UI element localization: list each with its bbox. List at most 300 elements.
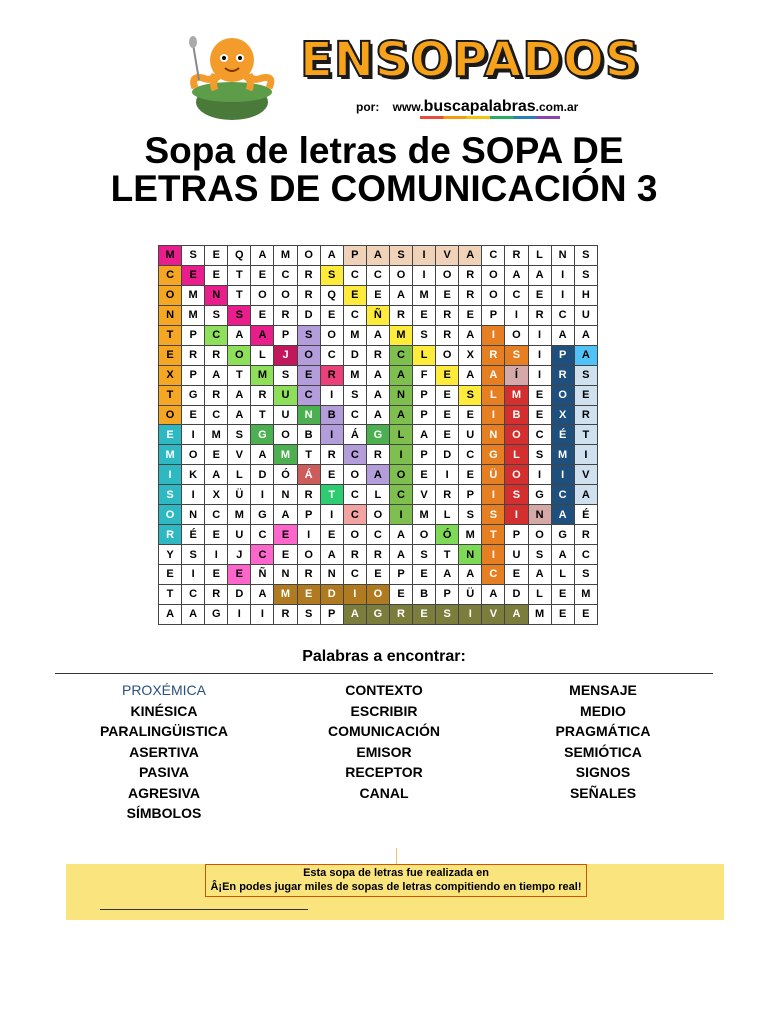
grid-cell: Q [320,285,343,305]
grid-cell: A [551,545,574,565]
grid-cell: I [251,604,274,624]
grid-cell: A [551,325,574,345]
signature-line [100,909,308,910]
grid-cell: P [274,325,297,345]
grid-cell: I [182,565,205,585]
grid-cell: R [297,285,320,305]
grid-cell: G [182,385,205,405]
grid-cell: I [389,505,412,525]
grid-cell: E [574,604,597,624]
grid-cell: N [459,545,482,565]
word-item: SEMIÓTICA [564,743,642,760]
grid-cell: O [366,584,389,604]
grid-cell: T [228,285,251,305]
grid-cell: I [482,325,505,345]
grid-cell: M [228,505,251,525]
grid-cell: R [574,405,597,425]
grid-cell: O [274,285,297,305]
grid-cell: A [389,405,412,425]
grid-cell: A [182,604,205,624]
grid-cell: P [413,385,436,405]
grid-cell: O [228,345,251,365]
grid-cell: R [528,305,551,325]
grid-cell: O [182,445,205,465]
grid-cell: A [389,545,412,565]
grid-cell: I [528,345,551,365]
grid-cell: E [505,565,528,585]
word-list-column-2 [284,680,484,803]
title-line-1: Sopa de letras de SOPA DE [144,130,624,171]
grid-cell: I [413,246,436,266]
grid-cell: R [251,385,274,405]
words-heading: Palabras a encontrar: [302,648,466,665]
grid-cell: S [297,325,320,345]
grid-cell: K [182,465,205,485]
grid-cell: C [343,265,366,285]
grid-cell: E [413,565,436,585]
grid-row [159,405,598,425]
word-item: ASERTIVA [129,743,199,760]
grid-cell: Ó [436,525,459,545]
grid-cell: Á [343,425,366,445]
grid-cell: U [274,405,297,425]
grid-cell: U [274,385,297,405]
grid-cell: N [482,425,505,445]
grid-cell: M [274,584,297,604]
grid-cell: S [528,545,551,565]
grid-cell: X [205,485,228,505]
grid-cell: P [182,325,205,345]
grid-cell: L [528,584,551,604]
grid-cell: A [274,505,297,525]
grid-cell: P [413,405,436,425]
grid-cell: S [228,425,251,445]
grid-row [159,465,598,485]
grid-cell: E [297,365,320,385]
grid-cell: R [505,246,528,266]
grid-cell: E [182,405,205,425]
grid-cell: U [574,305,597,325]
grid-cell: S [505,485,528,505]
grid-cell: S [274,365,297,385]
grid-cell: Ü [228,485,251,505]
grid-cell: A [551,505,574,525]
url-suffix: .com.ar [535,100,579,114]
grid-cell: N [274,485,297,505]
grid-cell: U [228,525,251,545]
grid-cell: E [389,584,412,604]
grid-cell: N [297,405,320,425]
octopus-mascot-icon [185,30,280,122]
grid-cell: D [505,584,528,604]
grid-cell: A [366,385,389,405]
word-list-column-3 [503,680,703,803]
grid-cell: I [320,425,343,445]
grid-cell: E [528,405,551,425]
grid-cell: I [228,604,251,624]
grid-cell: U [459,425,482,445]
grid-cell: S [505,345,528,365]
grid-cell: O [159,405,182,425]
word-item: RECEPTOR [345,764,423,780]
grid-row [159,385,598,405]
grid-cell: N [159,305,182,325]
grid-cell: I [251,485,274,505]
grid-cell: S [459,505,482,525]
grid-cell: C [574,545,597,565]
grid-cell: P [343,246,366,266]
grid-cell: E [528,285,551,305]
grid-cell: E [528,385,551,405]
grid-cell: A [528,265,551,285]
grid-cell: E [436,405,459,425]
grid-cell: C [389,345,412,365]
grid-cell: E [182,265,205,285]
grid-cell: E [320,305,343,325]
grid-cell: A [366,325,389,345]
grid-cell: O [274,425,297,445]
grid-cell: C [389,485,412,505]
url-prefix: www. [392,100,424,114]
grid-cell: P [482,305,505,325]
grid-cell: I [159,465,182,485]
grid-cell: C [274,265,297,285]
grid-cell: X [459,345,482,365]
grid-cell: I [297,525,320,545]
grid-cell: C [297,385,320,405]
grid-cell: X [551,405,574,425]
grid-cell: R [389,305,412,325]
grid-cell: P [505,525,528,545]
grid-row [159,305,598,325]
grid-cell: M [574,584,597,604]
grid-cell: S [228,305,251,325]
grid-cell: C [482,246,505,266]
grid-cell: E [436,425,459,445]
grid-cell: Ü [459,584,482,604]
grid-cell: S [413,545,436,565]
grid-cell: A [343,604,366,624]
grid-cell: L [366,485,389,505]
grid-cell: O [482,285,505,305]
grid-cell: V [228,445,251,465]
grid-cell: E [251,265,274,285]
grid-cell: I [528,465,551,485]
grid-cell: I [459,604,482,624]
grid-cell: O [320,325,343,345]
divider [55,673,713,674]
grid-row [159,365,598,385]
grid-cell: A [228,385,251,405]
grid-cell: N [182,505,205,525]
grid-cell: A [205,365,228,385]
word-item: CONTEXTO [345,682,423,698]
word-item: PRAGMÁTICA [555,723,651,739]
grid-cell: Ó [274,465,297,485]
grid-cell: I [505,305,528,325]
grid-cell: G [205,604,228,624]
grid-cell: J [228,545,251,565]
word-item: EMISOR [356,743,412,760]
word-item: SÍMBOLOS [126,805,202,821]
grid-cell: A [366,405,389,425]
grid-cell: E [159,425,182,445]
grid-cell: M [459,525,482,545]
grid-cell: S [574,565,597,585]
grid-cell: M [343,365,366,385]
grid-cell: C [343,445,366,465]
grid-cell: A [482,365,505,385]
grid-cell: R [436,305,459,325]
grid-cell: A [320,246,343,266]
word-item: SIGNOS [575,764,631,780]
word-list-column-1 [64,680,264,824]
grid-cell: C [366,525,389,545]
grid-cell: M [551,445,574,465]
footer-line-1: Esta sopa de letras fue realizada en [303,867,489,879]
grid-cell: T [228,365,251,385]
grid-cell: O [251,285,274,305]
grid-cell: E [436,285,459,305]
grid-cell: R [366,545,389,565]
grid-cell: T [159,385,182,405]
page-title [0,132,768,208]
grid-cell: A [251,584,274,604]
grid-cell: R [274,305,297,325]
grid-cell: M [528,604,551,624]
grid-cell: C [551,305,574,325]
grid-cell: O [297,545,320,565]
grid-cell: B [505,405,528,425]
grid-cell: C [528,425,551,445]
grid-cell: E [159,565,182,585]
word-item: COMUNICACIÓN [328,723,440,739]
grid-row [159,525,598,545]
grid-row [159,604,598,624]
grid-cell: C [251,525,274,545]
grid-cell: C [205,405,228,425]
grid-cell: T [159,584,182,604]
grid-cell: I [505,505,528,525]
grid-cell: D [436,445,459,465]
grid-cell: A [228,405,251,425]
grid-cell: A [366,465,389,485]
grid-cell: I [574,445,597,465]
grid-cell: S [459,385,482,405]
grid-cell: I [320,385,343,405]
grid-cell: X [159,365,182,385]
grid-cell: O [505,425,528,445]
grid-cell: T [228,265,251,285]
grid-cell: E [413,465,436,485]
grid-cell: I [320,505,343,525]
grid-cell: V [413,485,436,505]
grid-cell: E [251,305,274,325]
grid-cell: T [320,485,343,505]
grid-row [159,445,598,465]
grid-cell: C [366,265,389,285]
grid-row [159,485,598,505]
grid-cell: O [551,385,574,405]
grid-cell: D [320,584,343,604]
grid-cell: V [436,246,459,266]
grid-cell: I [389,445,412,465]
word-item: PARALINGÜISTICA [99,723,229,739]
grid-cell: C [343,505,366,525]
grid-cell: E [436,385,459,405]
grid-cell: E [574,385,597,405]
grid-cell: Á [297,465,320,485]
grid-cell: R [551,365,574,385]
grid-cell: M [274,246,297,266]
grid-cell: J [274,345,297,365]
grid-cell: I [482,485,505,505]
word-item: ESCRIBIR [350,702,418,719]
grid-cell: G [551,525,574,545]
grid-cell: T [297,445,320,465]
grid-cell: É [574,505,597,525]
grid-cell: O [389,465,412,485]
grid-cell: O [343,525,366,545]
grid-cell: D [297,305,320,325]
grid-cell: A [205,465,228,485]
grid-cell: A [482,584,505,604]
grid-cell: E [413,305,436,325]
grid-cell: E [551,584,574,604]
grid-cell: I [482,405,505,425]
grid-cell: G [251,505,274,525]
grid-cell: E [459,305,482,325]
grid-cell: M [389,325,412,345]
grid-row [159,425,598,445]
grid-cell: E [366,285,389,305]
grid-cell: N [389,385,412,405]
word-item: MENSAJE [569,682,637,698]
grid-cell: P [459,485,482,505]
grid-cell: O [436,265,459,285]
grid-cell: M [159,445,182,465]
grid-cell: O [297,345,320,365]
grid-cell: O [505,465,528,485]
grid-cell: A [389,365,412,385]
grid-cell: C [551,485,574,505]
grid-cell: L [482,385,505,405]
grid-cell: R [297,485,320,505]
grid-cell: L [413,345,436,365]
grid-cell: Ñ [366,305,389,325]
grid-cell: I [413,265,436,285]
grid-cell: A [366,246,389,266]
grid-cell: C [343,405,366,425]
grid-cell: L [389,425,412,445]
grid-cell: D [251,465,274,485]
grid-cell: A [574,345,597,365]
grid-cell: A [389,525,412,545]
grid-cell: R [205,385,228,405]
grid-cell: N [551,246,574,266]
grid-cell: Y [159,545,182,565]
grid-cell: C [343,305,366,325]
grid-cell: E [205,246,228,266]
grid-cell: T [436,545,459,565]
url-color-bar [420,116,560,119]
grid-cell: S [182,545,205,565]
grid-cell: A [459,325,482,345]
grid-cell: L [551,565,574,585]
grid-cell: R [297,265,320,285]
grid-cell: H [574,285,597,305]
grid-cell: Ü [482,465,505,485]
grid-cell: E [320,525,343,545]
grid-cell: R [205,584,228,604]
grid-row [159,545,598,565]
word-item: MEDIO [580,702,626,719]
grid-cell: P [320,604,343,624]
grid-cell: R [389,604,412,624]
grid-cell: C [482,565,505,585]
grid-cell: A [413,425,436,445]
grid-cell: G [366,604,389,624]
grid-cell: S [574,265,597,285]
grid-cell: A [505,265,528,285]
grid-cell: I [436,465,459,485]
grid-cell: É [551,425,574,445]
grid-cell: A [459,565,482,585]
grid-cell: A [574,325,597,345]
grid-cell: V [482,604,505,624]
grid-cell: C [343,565,366,585]
grid-cell: L [436,505,459,525]
grid-cell: A [459,246,482,266]
grid-cell: R [205,345,228,365]
grid-cell: C [505,285,528,305]
grid-cell: L [228,465,251,485]
title-line-2: LETRAS DE COMUNICACIÓN 3 [110,168,658,209]
grid-cell: A [389,285,412,305]
grid-cell: S [574,246,597,266]
word-item: AGRESIVA [127,784,201,801]
grid-cell: S [413,325,436,345]
grid-cell: E [228,565,251,585]
grid-cell: O [159,285,182,305]
grid-row [159,345,598,365]
grid-cell: E [159,345,182,365]
brand-logo: ENSOPADOS [300,32,641,88]
grid-cell: Q [228,246,251,266]
grid-cell: M [413,505,436,525]
word-item: PROXÉMICA [121,682,206,698]
grid-cell: A [574,485,597,505]
grid-cell: P [297,505,320,525]
grid-cell: E [205,445,228,465]
grid-cell: I [551,285,574,305]
grid-cell: R [482,345,505,365]
grid-cell: C [182,584,205,604]
grid-cell: C [251,545,274,565]
grid-cell: A [528,565,551,585]
grid-cell: M [251,365,274,385]
grid-cell: O [159,505,182,525]
grid-cell: N [274,565,297,585]
grid-cell: I [551,465,574,485]
grid-cell: M [413,285,436,305]
grid-cell: G [482,445,505,465]
grid-cell: S [320,265,343,285]
grid-cell: V [574,465,597,485]
grid-cell: R [366,445,389,465]
by-label: por: [356,100,380,114]
grid-cell: L [251,345,274,365]
